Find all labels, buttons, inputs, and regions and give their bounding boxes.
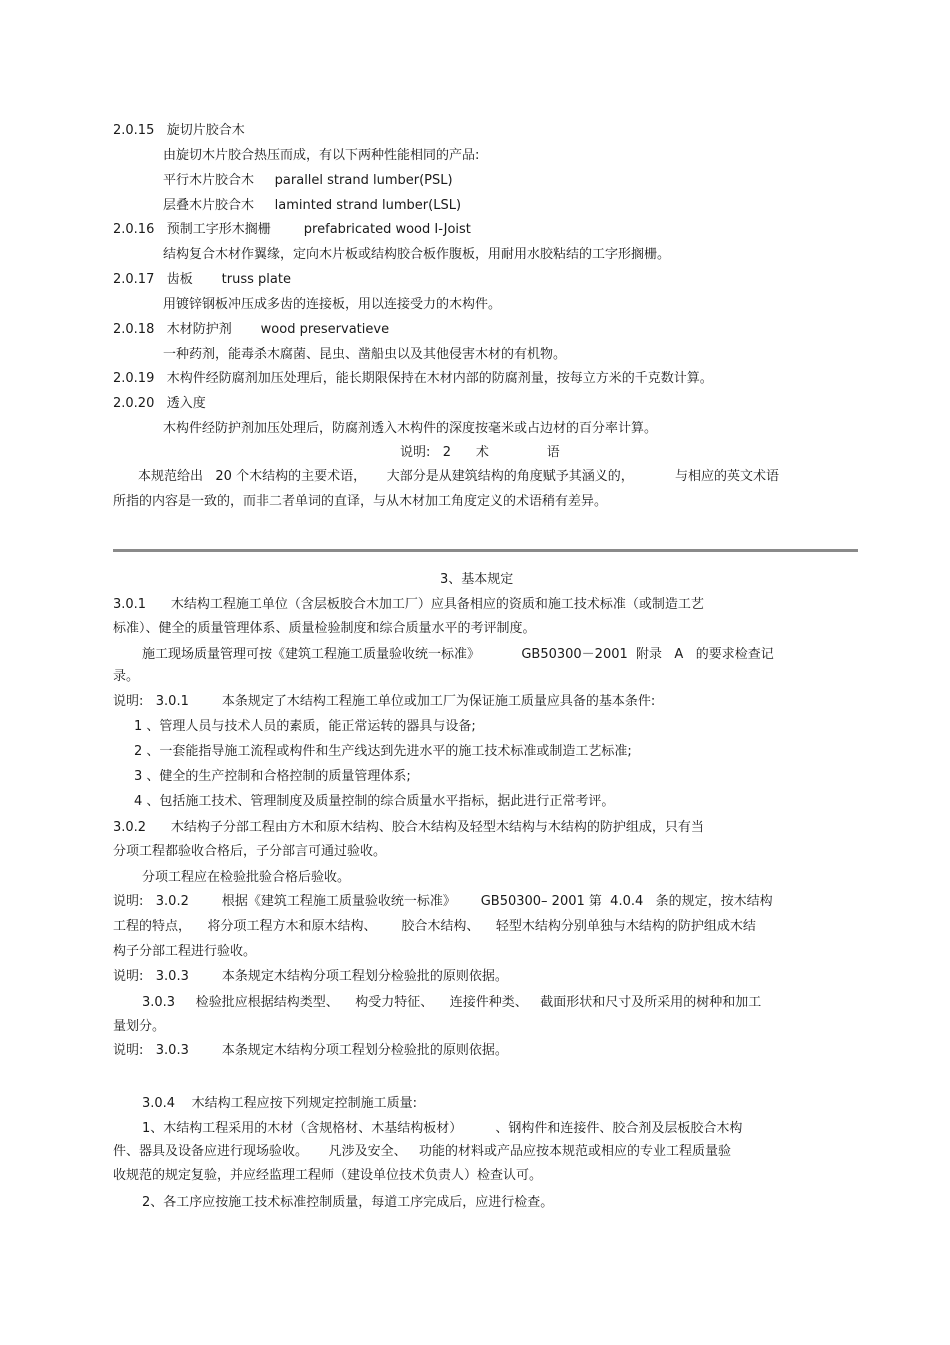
term-2-0-20-heading: 2.0.20 透入度 <box>113 396 206 411</box>
term-2-0-16-definition: 结构复合木材作翼缘，定向木片板或结构胶合板作腹板，用耐用水胶粘结的工字形搁栅。 <box>163 247 671 262</box>
clause-3-0-1-line-2: 标准）、健全的质量管理体系、质量检验制度和综合质量水平的考评制度。 <box>113 621 536 636</box>
note-3-0-1-item-3: 3 、健全的生产控制和合格控制的质量管理体系; <box>134 769 411 784</box>
note-3-0-3-second: 说明: 3.0.3 本条规定木结构分项工程划分检验批的原则依据。 <box>113 1043 508 1058</box>
term-2-0-15-definition: 由旋切木片胶合热压而成，有以下两种性能相同的产品: <box>163 148 480 163</box>
section-divider <box>113 549 858 552</box>
clause-3-0-2-line-1: 3.0.2 木结构子分部工程由方木和原木结构、胶合木结构及轻型木结构与木结构的防护组成，只有当 <box>113 820 704 835</box>
term-2-0-17-definition: 用镀锌钢板冲压成多齿的连接板，用以连接受力的木构件。 <box>163 297 502 312</box>
clause-3-0-4-item-1-line-1: 1、木结构工程采用的木材（含规格材、木基结构板材） 、钢构件和连接件、胶合剂及层板胶合木构 <box>142 1121 743 1136</box>
clause-3-0-3-line-2: 量划分。 <box>113 1019 166 1034</box>
section-2-note-title: 说明: 2 术 语 <box>400 445 560 460</box>
section-2-note-line-2: 所指的内容是一致的，而非二者单词的直译，与从木材加工角度定义的术语稍有差异。 <box>113 494 608 509</box>
clause-3-0-4-item-2: 2、各工序应按施工技术标准控制质量，每道工序完成后，应进行检查。 <box>142 1195 554 1210</box>
term-2-0-15-heading: 2.0.15 旋切片胶合木 <box>113 123 245 138</box>
clause-3-0-1-para-2-line-2: 录。 <box>113 669 140 684</box>
term-lsl: 层叠木片胶合木 laminted strand lumber(LSL) <box>163 198 462 213</box>
clause-3-0-1-line-1: 3.0.1 木结构工程施工单位（含层板胶合木加工厂）应具备相应的资质和施工技术标准（或制造工艺 <box>113 597 704 612</box>
note-3-0-2-line-2: 工程的特点， 将分项工程方木和原木结构、 胶合木结构、 轻型木结构分别单独与木结构的防护组成木结 <box>113 919 756 934</box>
clause-3-0-4-item-1-line-2: 件、器具及设备应进行现场验收。 凡涉及安全、 功能的材料或产品应按本规范或相应的专业工程质量验 <box>113 1144 732 1159</box>
term-2-0-19: 2.0.19 木构件经防腐剂加压处理后，能长期限保持在木材内部的防腐剂量，按每立方米的千克数计算。 <box>113 371 713 386</box>
term-2-0-17-heading: 2.0.17 齿板 truss plate <box>113 272 291 287</box>
note-3-0-2-line-1: 说明: 3.0.2 根据《建筑工程施工质量验收统一标准》 GB50300– 2001 第 4.0.4 条的规定，按木结构 <box>113 894 773 909</box>
section-3-title: 3、基本规定 <box>440 572 514 587</box>
clause-3-0-1-para-2-line-1: 施工现场质量管理可按《建筑工程施工质量验收统一标准》 GB50300－2001 附录 A 的要求检查记 <box>142 647 774 662</box>
note-3-0-3-first: 说明: 3.0.3 本条规定木结构分项工程划分检验批的原则依据。 <box>113 969 508 984</box>
clause-3-0-2-line-2: 分项工程都验收合格后，子分部言可通过验收。 <box>113 844 387 859</box>
clause-3-0-4-item-1-line-3: 收规范的规定复验，并应经监理工程师（建设单位技术负责人）检查认可。 <box>113 1168 543 1183</box>
section-2-note-line-1: 本规范给出 20 个木结构的主要术语， 大部分是从建筑结构的角度赋予其涵义的， 与相应的英文术语 <box>138 469 780 484</box>
term-2-0-18-heading: 2.0.18 木材防护剂 wood preservatieve <box>113 322 390 337</box>
clause-3-0-3-line-1: 3.0.3 检验批应根据结构类型、 构受力特征、 连接件种类、 截面形状和尺寸及所采用的树种和加工 <box>142 995 762 1010</box>
note-3-0-2-line-3: 构子分部工程进行验收。 <box>113 944 257 959</box>
clause-3-0-2-para-2: 分项工程应在检验批验合格后验收。 <box>142 870 351 885</box>
note-3-0-1: 说明: 3.0.1 本条规定了木结构工程施工单位或加工厂为保证施工质量应具备的基本条件: <box>113 694 656 709</box>
term-psl: 平行木片胶合木 parallel strand lumber(PSL) <box>163 173 453 188</box>
note-3-0-1-item-2: 2 、一套能指导施工流程或构件和生产线达到先进水平的施工技术标准或制造工艺标准; <box>134 744 632 759</box>
note-3-0-1-item-1: 1 、管理人员与技术人员的素质，能正常运转的器具与设备; <box>134 719 476 734</box>
clause-3-0-4-heading: 3.0.4 木结构工程应按下列规定控制施工质量: <box>142 1096 417 1111</box>
note-3-0-1-item-4: 4 、包括施工技术、管理制度及质量控制的综合质量水平指标，据此进行正常考评。 <box>134 794 615 809</box>
term-2-0-18-definition: 一种药剂，能毒杀木腐菌、昆虫、凿船虫以及其他侵害木材的有机物。 <box>163 347 567 362</box>
term-2-0-20-definition: 木构件经防护剂加压处理后，防腐剂透入木构件的深度按毫米或占边材的百分率计算。 <box>163 421 658 436</box>
term-2-0-16-heading: 2.0.16 预制工字形木搁栅 prefabricated wood I-Joist <box>113 222 471 237</box>
